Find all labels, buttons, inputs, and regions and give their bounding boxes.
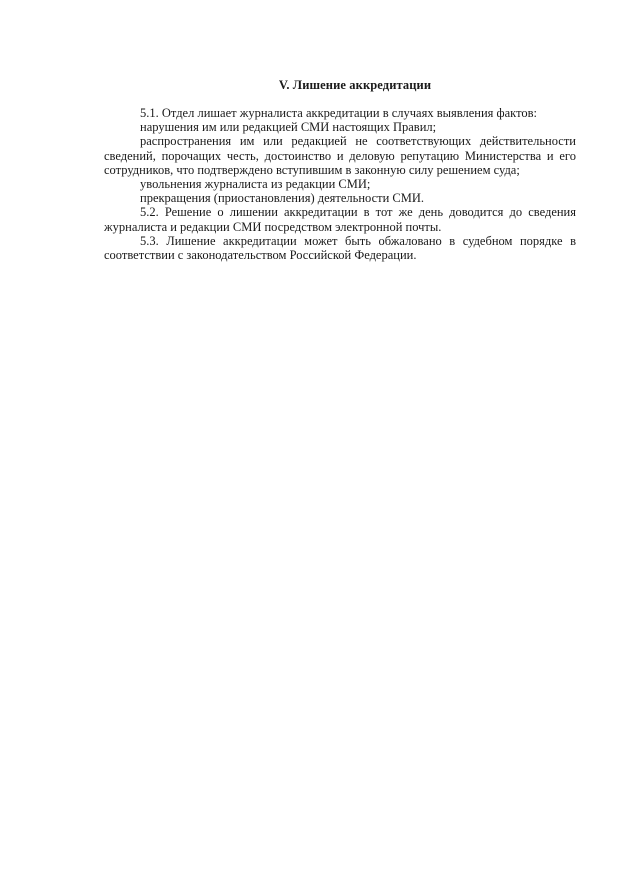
paragraph-termination: прекращения (приостановления) деятельности СМИ. <box>140 191 425 206</box>
paragraph-dismissal: увольнения журналиста из редакции СМИ; <box>140 177 371 192</box>
section-title: V. Лишение аккредитации <box>278 78 432 92</box>
paragraph-5-1-intro: 5.1. Отдел лишает журналиста аккредитации в случаях выявления фактов: <box>140 106 538 120</box>
paragraph-violation-of-rules: нарушения им или редакцией СМИ настоящих Правил; <box>140 120 437 135</box>
section-body <box>104 106 576 262</box>
paragraph-5-3-appeal: 5.3. Лишение аккредитации может быть обжаловано в судебном порядке в соответствии с законодательством Российской Федерации. <box>104 233 576 263</box>
paragraph-5-2-notification: 5.2. Решение о лишении аккредитации в тот же день доводится до сведения журналиста и редакции СМИ посредством электронной почты. <box>104 205 576 234</box>
paragraph-false-information: распространения им или редакцией не соответствующих действительности сведений, порочащих честь, достоинство и деловую репутацию Министерства и его сотрудников, что подтверждено вступившим в законную силу решением суда; <box>104 134 576 177</box>
